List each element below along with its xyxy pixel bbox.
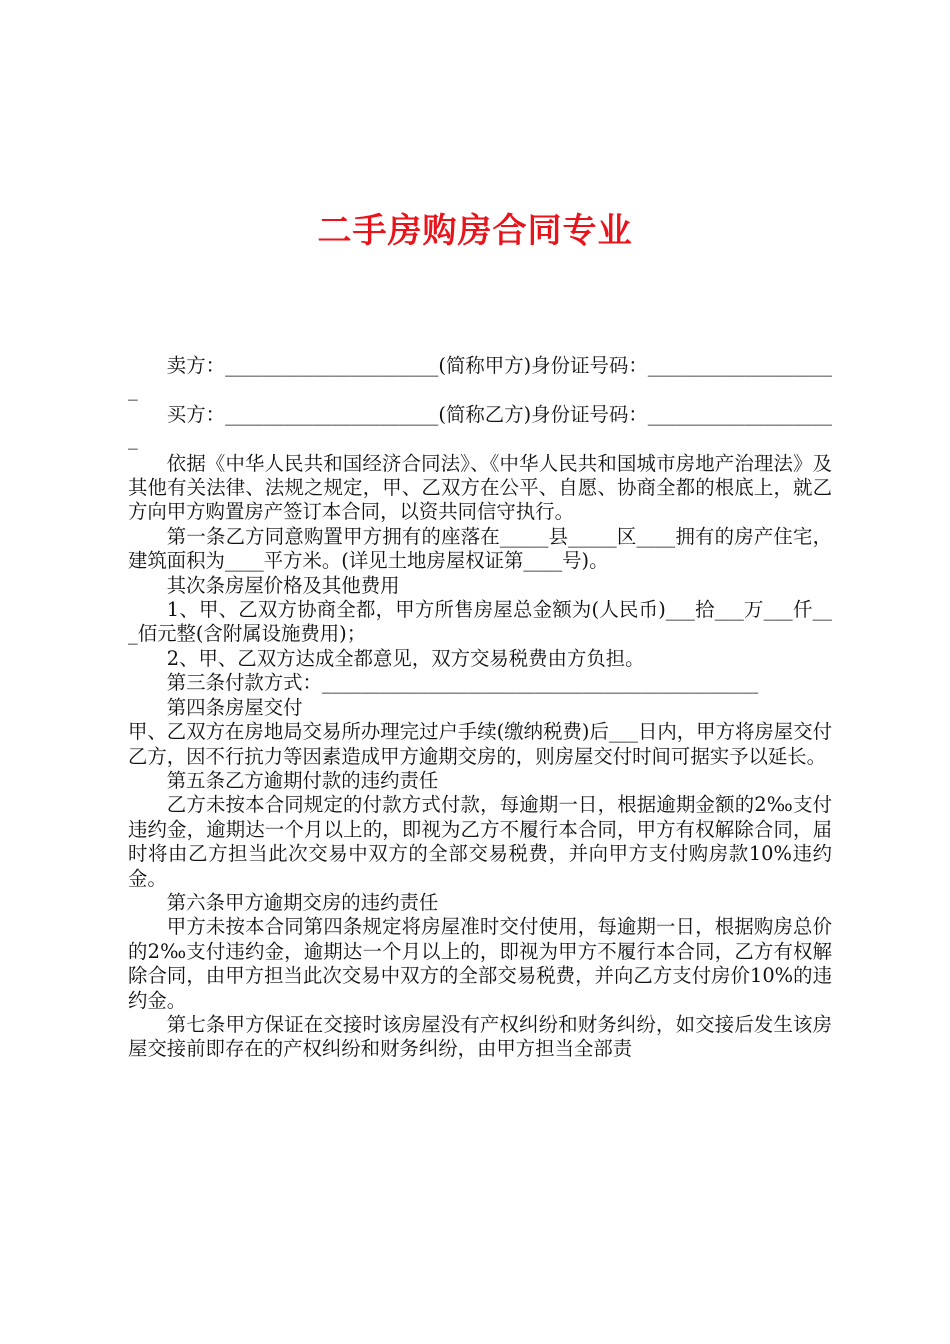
article-3-payment-line: 第三条付款方式：_____________________________________________ bbox=[166, 671, 759, 695]
preamble-paragraph: 依据《中华人民共和国经济合同法》、《中华人民共和国城市房地产治理法》及其他有关法律、法规之规定，甲、乙双方在公平、自愿、协商全都的根底上，就乙方向甲方购置房产签订本合同，以资共同信守执行。 bbox=[128, 451, 832, 524]
article-7-paragraph: 第七条甲方保证在交接时该房屋没有产权纠纷和财务纠纷，如交接后发生该房屋交接前即存在的产权纠纷和财务纠纷，由甲方担当全部责 bbox=[128, 1012, 832, 1061]
article-2-item-1: 1、甲、乙双方协商全都，甲方所售房屋总金额为(人民币)___拾___万___仟___佰元整(含附属设施费用)； bbox=[128, 598, 832, 646]
article-5-heading: 第五条乙方逾期付款的违约责任 bbox=[166, 768, 439, 792]
document-title: 二手房购房合同专业 bbox=[317, 211, 633, 251]
article-4-paragraph: 甲、乙双方在房地局交易所办理完过户手续(缴纳税费)后___日内，甲方将房屋交付乙方，因不行抗力等因素造成甲方逾期交房的，则房屋交付时间可据实予以延长。 bbox=[128, 720, 832, 768]
article-6-heading: 第六条甲方逾期交房的违约责任 bbox=[166, 890, 439, 914]
article-5-paragraph: 乙方未按本合同规定的付款方式付款，每逾期一日，根据逾期金额的2‰支付违约金，逾期达一个月以上的，即视为乙方不履行本合同，甲方有权解除合同，届时将由乙方担当此次交易中双方的全部交易税费，并向甲方支付购房款10%违约金。 bbox=[128, 793, 832, 890]
buyer-line: 买方：______________________(简称乙方)身份证号码：____________________ bbox=[128, 402, 832, 451]
article-1-paragraph: 第一条乙方同意购置甲方拥有的座落在_____县_____区____拥有的房产住宅，建筑面积为____平方米。(详见土地房屋权证第____号)。 bbox=[128, 524, 832, 573]
article-2-heading: 其次条房屋价格及其他费用 bbox=[166, 573, 400, 597]
document-body bbox=[128, 354, 832, 1062]
article-2-item-2: 2、甲、乙双方达成全都意见，双方交易税费由方负担。 bbox=[166, 646, 645, 670]
article-6-paragraph: 甲方未按本合同第四条规定将房屋准时交付使用，每逾期一日，根据购房总价的2‰支付违约金，逾期达一个月以上的，即视为甲方不履行本合同，乙方有权解除合同，由甲方担当此次交易中双方的全部交易税费，并向乙方支付房价10%的违约金。 bbox=[128, 915, 832, 1012]
seller-line: 卖方：______________________(简称甲方)身份证号码：____________________ bbox=[128, 354, 832, 402]
article-4-heading: 第四条房屋交付 bbox=[166, 695, 303, 719]
